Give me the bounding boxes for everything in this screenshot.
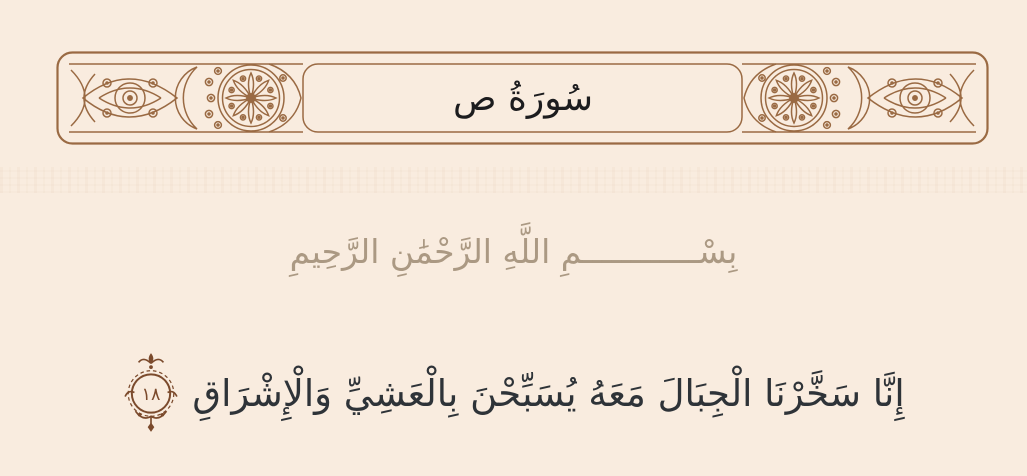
bismillah-text: بِسْــــــــــــمِ اللَّهِ الرَّحْمَٰنِ الرَّحِيمِ xyxy=(289,231,738,271)
verse-number-medallion xyxy=(122,350,180,438)
verse-text: إِنَّا سَخَّرْنَا الْجِبَالَ مَعَهُ يُسَبِّحْنَ بِالْعَشِيِّ وَالْإِشْرَاقِ xyxy=(192,371,905,415)
verse-medallion-ornament-icon xyxy=(122,350,180,437)
watermark-strip xyxy=(0,167,1027,193)
verse-number: ١٨ xyxy=(141,385,161,406)
verse-row xyxy=(0,336,1027,452)
surah-title: سُورَةُ ص xyxy=(453,77,593,119)
surah-header-band xyxy=(55,50,990,146)
